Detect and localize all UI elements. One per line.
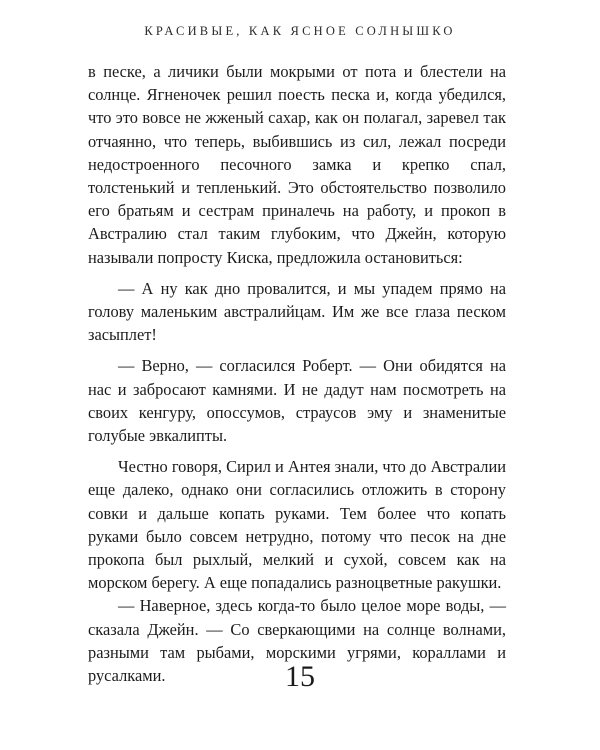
paragraph: Честно говоря, Сирил и Антея знали, что до Австралии еще далеко, однако они согласились отложить в сторону совки и дальше копать руками. Тем более что копать руками было совсем нетрудно, потому что песок на дне прокопа был рыхлый, мелкий и сухой, совсем как на морском берегу. А еще попадались разноцветные ракушки. [88, 457, 506, 593]
page-number: 15 [285, 660, 315, 693]
body-text [88, 60, 506, 687]
paragraph: в песке, а личики были мокрыми от пота и блестели на солнце. Ягненочек решил поесть песка и, когда убедился, что это вовсе не жженый сахар, как он полагал, заревел так отчаянно, что теперь, выбившись из сил, лежал посреди недостроенного песочного замка и крепко спал, толстенький и тепленький. Это обстоятельство позволило его братьям и сестрам приналечь на работу, и прокоп в Австралию стал таким глубоким, что Джейн, которую называли попросту Киска, предложила остановиться: [88, 62, 506, 267]
paragraph: — Наверное, здесь когда-то было целое море воды, — сказала Джейн. — Со сверкающими на солнце волнами, разными там рыбами, морскими угрями, кораллами и русалками. [88, 596, 506, 686]
paragraph: — Верно, — согласился Роберт. — Они обидятся на нас и забросают камнями. И не дадут нам посмотреть на своих кенгуру, опоссумов, страусов эму и знаменитые голубые эвкалипты. [88, 356, 506, 446]
paragraph: — А ну как дно провалится, и мы упадем прямо на голову маленьким австралийцам. Им же все глаза песком засыплет! [88, 278, 506, 345]
running-head: КРАСИВЫЕ, КАК ЯСНОЕ СОЛНЫШКО [144, 24, 456, 38]
